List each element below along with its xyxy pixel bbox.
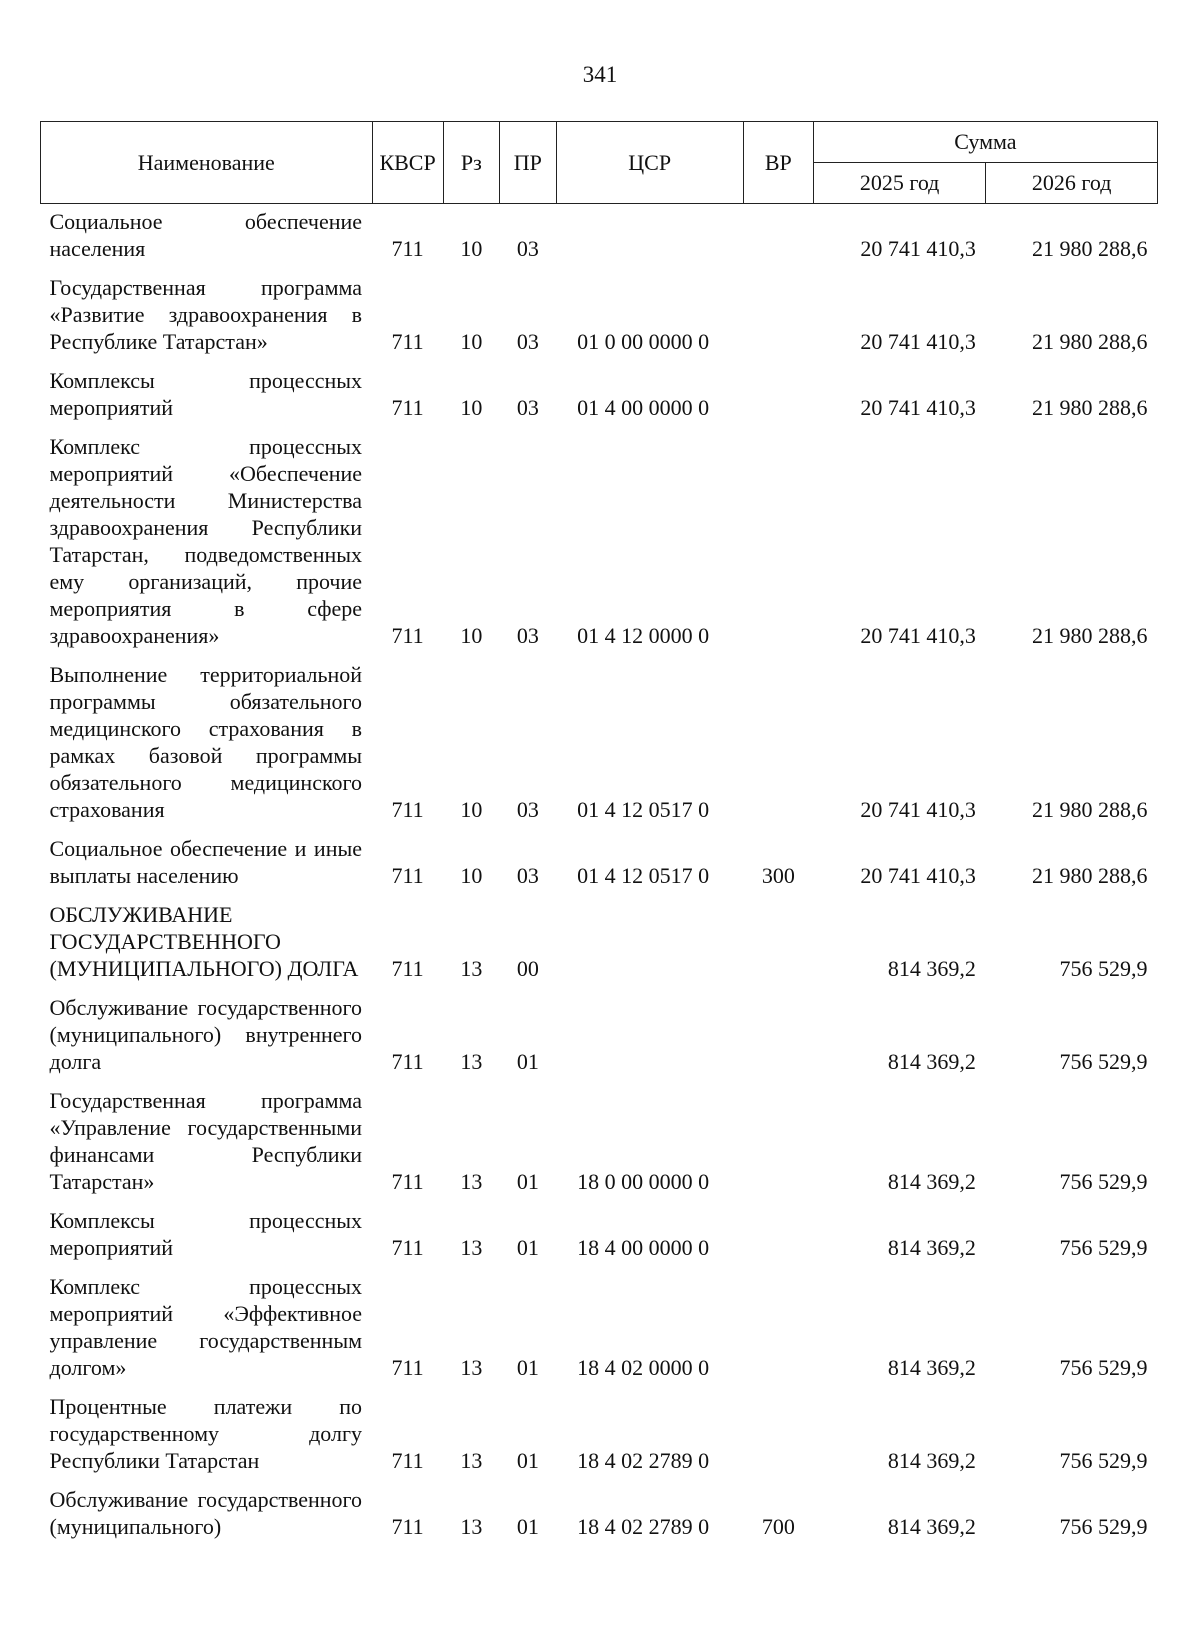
row-csr: [556, 204, 743, 270]
row-sum-2026: 21 980 288,6: [1032, 329, 1148, 354]
row-kvsr: 711: [391, 1514, 424, 1539]
header-csr: ЦСР: [556, 122, 743, 204]
row-rz: 13: [460, 1235, 483, 1260]
row-pr: 03: [516, 395, 539, 420]
row-name: Выполнение территориальной программы обязательного медицинского страхования в рамках базовой программы обязательного медицинского страхования: [49, 662, 363, 822]
row-kvsr: 711: [391, 956, 424, 981]
row-rz: 13: [460, 1049, 483, 1074]
row-sum-2025: 20 741 410,3: [860, 236, 976, 261]
row-pr: 01: [516, 1514, 539, 1539]
row-sum-2026: 21 980 288,6: [1032, 863, 1148, 888]
row-sum-2026: 756 529,9: [1059, 1169, 1148, 1194]
table-row: [41, 1481, 1158, 1547]
table-row: [41, 656, 1158, 830]
table-row: [41, 896, 1158, 989]
row-vr: [743, 204, 813, 270]
header-rz: Рз: [443, 122, 499, 204]
row-csr: 01 4 00 0000 0: [577, 395, 710, 420]
row-pr: 00: [516, 956, 539, 981]
row-csr: 01 4 12 0517 0: [577, 863, 710, 888]
row-name: Государственная программа «Развитие здравоохранения в Республике Татарстан»: [49, 275, 363, 354]
row-sum-2026: 21 980 288,6: [1032, 395, 1148, 420]
row-name: Комплексы процессных мероприятий: [49, 1208, 363, 1260]
table-row: [41, 204, 1158, 270]
row-kvsr: 711: [391, 1169, 424, 1194]
row-csr: 01 4 12 0000 0: [577, 623, 710, 648]
row-kvsr: 711: [391, 236, 424, 261]
table-header: [41, 122, 1158, 204]
header-name: Наименование: [41, 122, 373, 204]
page-number: 341: [582, 62, 618, 87]
row-rz: 10: [460, 797, 483, 822]
row-sum-2026: 756 529,9: [1059, 1355, 1148, 1380]
row-sum-2025: 20 741 410,3: [860, 623, 976, 648]
row-vr: [743, 1082, 813, 1202]
row-pr: 03: [516, 863, 539, 888]
row-vr: [743, 362, 813, 428]
row-kvsr: 711: [391, 1448, 424, 1473]
row-sum-2026: 756 529,9: [1059, 1049, 1148, 1074]
row-pr: 03: [516, 236, 539, 261]
row-rz: 13: [460, 1355, 483, 1380]
row-sum-2026: 756 529,9: [1059, 1514, 1148, 1539]
row-sum-2025: 20 741 410,3: [860, 395, 976, 420]
row-name: Социальное обеспечение населения: [49, 209, 363, 261]
row-pr: 01: [516, 1448, 539, 1473]
row-rz: 13: [460, 1169, 483, 1194]
row-sum-2025: 20 741 410,3: [860, 863, 976, 888]
row-name: Комплексы процессных мероприятий: [49, 368, 363, 420]
row-rz: 13: [460, 1514, 483, 1539]
row-sum-2025: 814 369,2: [887, 1514, 976, 1539]
row-vr: [743, 1268, 813, 1388]
row-pr: 03: [516, 329, 539, 354]
row-vr: [743, 428, 813, 656]
row-name: Государственная программа «Управление государственными финансами Республики Татарстан»: [49, 1088, 363, 1194]
row-sum-2026: 21 980 288,6: [1032, 797, 1148, 822]
row-vr: [743, 1388, 813, 1481]
table-row: [41, 362, 1158, 428]
row-rz: 10: [460, 623, 483, 648]
row-rz: 10: [460, 863, 483, 888]
row-sum-2026: 756 529,9: [1059, 1448, 1148, 1473]
table-row: [41, 1268, 1158, 1388]
row-sum-2025: 20 741 410,3: [860, 797, 976, 822]
row-csr: 01 0 00 0000 0: [577, 329, 710, 354]
row-rz: 10: [460, 236, 483, 261]
row-kvsr: 711: [391, 797, 424, 822]
table-row: [41, 428, 1158, 656]
row-rz: 13: [460, 1448, 483, 1473]
header-sum: Сумма: [813, 122, 1157, 163]
row-vr: [743, 1202, 813, 1268]
row-sum-2026: 756 529,9: [1059, 1235, 1148, 1260]
row-rz: 10: [460, 329, 483, 354]
header-pr: ПР: [500, 122, 556, 204]
row-kvsr: 711: [391, 863, 424, 888]
table-row: [41, 269, 1158, 362]
row-csr: [556, 896, 743, 989]
row-name: Обслуживание государственного (муниципального): [49, 1487, 363, 1539]
row-vr: 300: [761, 863, 795, 888]
row-pr: 03: [516, 623, 539, 648]
row-csr: 18 0 00 0000 0: [577, 1169, 710, 1194]
table-row: [41, 830, 1158, 896]
table-body: [41, 204, 1158, 1548]
row-vr: 700: [761, 1514, 795, 1539]
row-sum-2025: 814 369,2: [887, 1448, 976, 1473]
row-vr: [743, 896, 813, 989]
header-kvsr: КВСР: [372, 122, 443, 204]
table-row: [41, 989, 1158, 1082]
row-name: Комплекс процессных мероприятий «Обеспечение деятельности Министерства здравоохранения Республики Татарстан, подведомственных ему организаций, прочие мероприятия в сфере здравоохранения»: [49, 434, 363, 648]
row-vr: [743, 269, 813, 362]
row-csr: 18 4 02 0000 0: [577, 1355, 710, 1380]
row-sum-2025: 814 369,2: [887, 1355, 976, 1380]
budget-table: [40, 121, 1158, 1547]
row-csr: 18 4 02 2789 0: [577, 1514, 710, 1539]
row-sum-2025: 814 369,2: [887, 1235, 976, 1260]
header-year-2026: 2026 год: [986, 163, 1158, 204]
row-sum-2025: 814 369,2: [887, 956, 976, 981]
row-sum-2025: 814 369,2: [887, 1049, 976, 1074]
row-sum-2026: 21 980 288,6: [1032, 236, 1148, 261]
row-pr: 03: [516, 797, 539, 822]
row-pr: 01: [516, 1169, 539, 1194]
row-kvsr: 711: [391, 1049, 424, 1074]
row-rz: 10: [460, 395, 483, 420]
row-kvsr: 711: [391, 329, 424, 354]
row-csr: 18 4 02 2789 0: [577, 1448, 710, 1473]
table-row: [41, 1388, 1158, 1481]
row-pr: 01: [516, 1355, 539, 1380]
row-name: Обслуживание государственного (муниципального) внутреннего долга: [49, 995, 363, 1074]
row-csr: 18 4 00 0000 0: [577, 1235, 710, 1260]
row-pr: 01: [516, 1049, 539, 1074]
row-csr: [556, 989, 743, 1082]
row-kvsr: 711: [391, 1235, 424, 1260]
row-sum-2025: 814 369,2: [887, 1169, 976, 1194]
row-kvsr: 711: [391, 395, 424, 420]
row-name: Комплекс процессных мероприятий «Эффективное управление государственным долгом»: [49, 1274, 363, 1380]
row-name: ОБСЛУЖИВАНИЕ ГОСУДАРСТВЕННОГО (МУНИЦИПАЛЬНОГО) ДОЛГА: [49, 902, 359, 981]
table-row: [41, 1082, 1158, 1202]
table-row: [41, 1202, 1158, 1268]
row-kvsr: 711: [391, 623, 424, 648]
row-vr: [743, 656, 813, 830]
row-sum-2026: 756 529,9: [1059, 956, 1148, 981]
row-kvsr: 711: [391, 1355, 424, 1380]
row-sum-2026: 21 980 288,6: [1032, 623, 1148, 648]
row-vr: [743, 989, 813, 1082]
row-csr: 01 4 12 0517 0: [577, 797, 710, 822]
row-rz: 13: [460, 956, 483, 981]
row-name: Социальное обеспечение и иные выплаты населению: [49, 836, 363, 888]
header-vr: ВР: [743, 122, 813, 204]
row-name: Процентные платежи по государственному долгу Республики Татарстан: [49, 1394, 363, 1473]
row-pr: 01: [516, 1235, 539, 1260]
header-year-2025: 2025 год: [813, 163, 986, 204]
row-sum-2025: 20 741 410,3: [860, 329, 976, 354]
